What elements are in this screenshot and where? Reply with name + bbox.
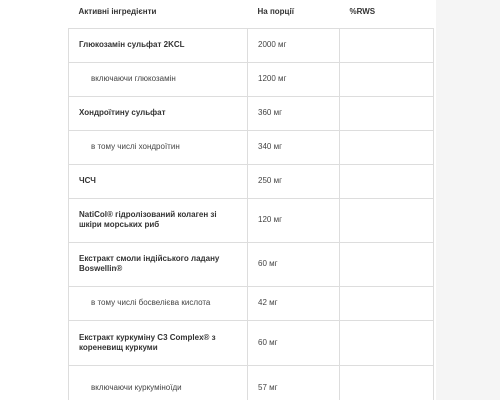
header-rws: %RWS (349, 7, 376, 16)
ingredient-rws (340, 320, 434, 365)
right-side-background (436, 0, 500, 400)
table-row (69, 96, 434, 130)
ingredient-rws (340, 28, 434, 62)
header-active-ingredients: Активні інгредієнти (78, 7, 157, 16)
table-row (69, 320, 434, 365)
header-per-serving: На порції (257, 7, 294, 16)
ingredient-rws (340, 62, 434, 96)
ingredient-rws (340, 242, 434, 286)
table-row (69, 286, 434, 320)
ingredient-name: в тому числі хондроїтин (69, 130, 248, 164)
ingredient-rws (340, 130, 434, 164)
ingredient-amount: 340 мг (248, 130, 340, 164)
ingredient-name: включаючи куркуміноїди (69, 365, 248, 400)
ingredient-rws (340, 365, 434, 400)
ingredient-name: ЧСЧ (69, 164, 248, 198)
ingredient-amount: 42 мг (248, 286, 340, 320)
ingredient-name: включаючи глюкозамін (69, 62, 248, 96)
ingredient-name: Хондроїтину сульфат (69, 96, 248, 130)
ingredient-amount: 57 мг (248, 365, 340, 400)
ingredient-amount: 250 мг (248, 164, 340, 198)
ingredient-name: NatiCol® гідролізований колаген зі шкіри морських риб (69, 198, 248, 242)
table-row (69, 242, 434, 286)
ingredient-name: Глюкозамін сульфат 2KCL (69, 28, 248, 62)
table-row (69, 198, 434, 242)
ingredient-rws (340, 164, 434, 198)
ingredient-rws (340, 286, 434, 320)
ingredient-name: в тому числі босвелієва кислота (69, 286, 248, 320)
ingredient-rws (340, 198, 434, 242)
table-row (69, 164, 434, 198)
ingredients-table (68, 0, 434, 400)
ingredient-name: Екстракт смоли індійського ладану Boswellin® (69, 242, 248, 286)
ingredient-amount: 2000 мг (248, 28, 340, 62)
ingredient-rws (340, 96, 434, 130)
table-row (69, 130, 434, 164)
ingredient-name: Екстракт куркуміну C3 Complex® з кореневищ куркуми (69, 320, 248, 365)
table-row (69, 365, 434, 400)
table-row (69, 28, 434, 62)
ingredient-amount: 120 мг (248, 198, 340, 242)
table-header-row (69, 0, 434, 28)
table-row (69, 62, 434, 96)
ingredient-amount: 60 мг (248, 320, 340, 365)
ingredient-amount: 60 мг (248, 242, 340, 286)
ingredient-amount: 360 мг (248, 96, 340, 130)
ingredient-amount: 1200 мг (248, 62, 340, 96)
